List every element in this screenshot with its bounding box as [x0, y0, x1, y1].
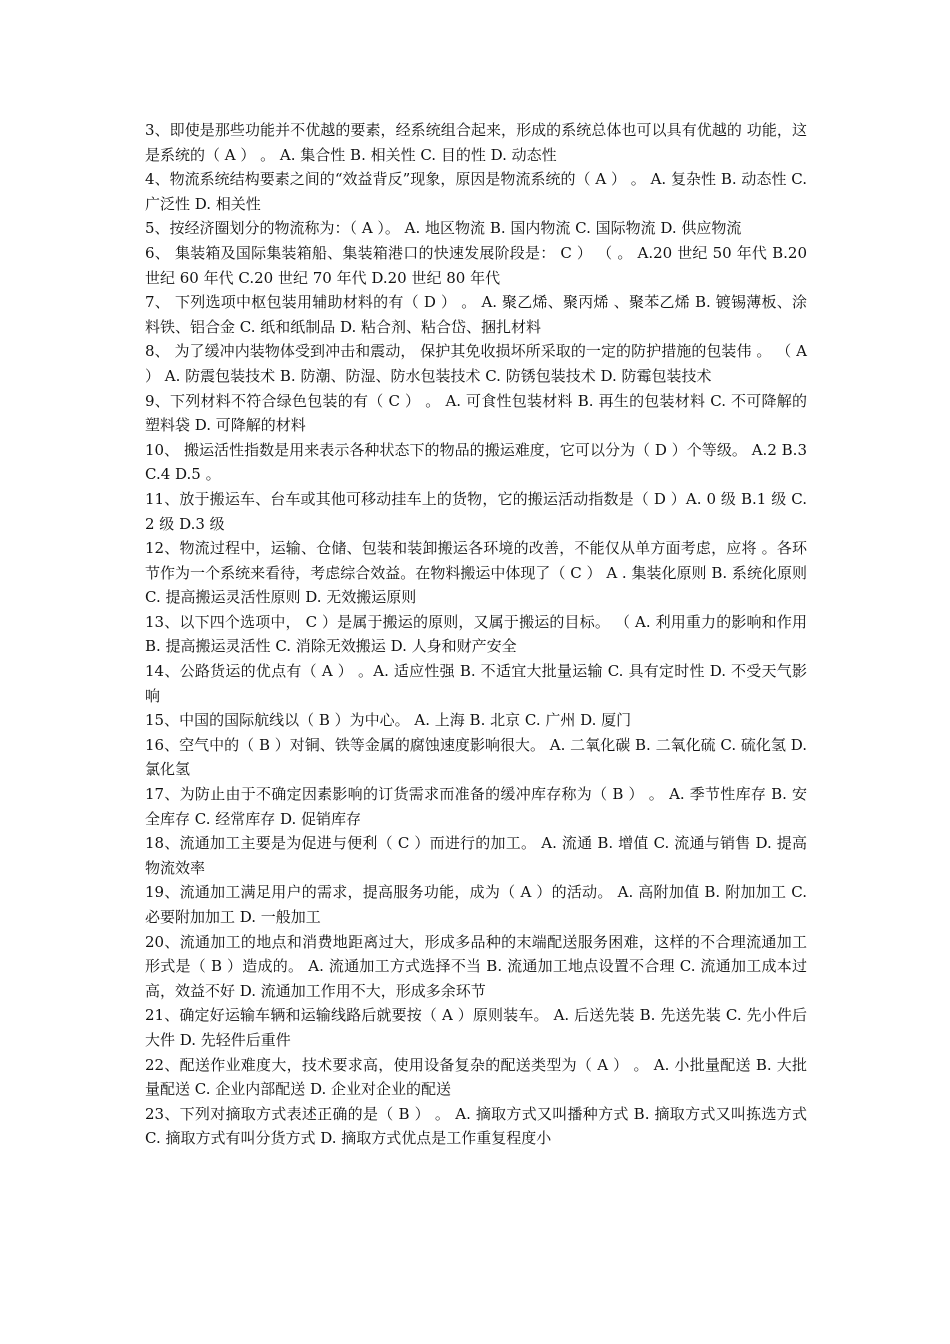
question-14: 14、公路货运的优点有（ A ） 。A. 适应性强 B. 不适宜大批量运输 C. 具有定时性 D. 不受天气影响 — [145, 662, 807, 705]
question-9: 9、下列材料不符合绿色包装的有（ C ） 。 A. 可食性包装材料 B. 再生的包装材料 C. 不可降解的塑料袋 D. 可降解的材料 — [145, 391, 807, 435]
question-5: 5、按经济圈划分的物流称为：（ A ）。 A. 地区物流 B. 国内物流 C. 国际物流 D. 供应物流 — [145, 219, 742, 238]
question-15: 15、中国的国际航线以（ B ）为中心。 A. 上海 B. 北京 C. 广州 D. 厦门 — [145, 711, 632, 730]
document-page — [145, 118, 807, 1151]
question-21: 21、确定好运输车辆和运输线路后就要按（ A ）原则装车。 A. 后送先装 B. 先送先装 C. 先小件后大件 D. 先轻件后重件 — [145, 1006, 807, 1049]
question-3: 3、即使是那些功能并不优越的要素，经系统组合起来，形成的系统总体也可以具有优越的 功能，这是系统的（ A ） 。 A. 集合性 B. 相关性 C. 目的性 D. 动态性 — [145, 121, 807, 164]
question-23: 23、下列对摘取方式表述正确的是（ B ） 。 A. 摘取方式又叫播种方式 B. 摘取方式又叫拣选方式 C. 摘取方式有叫分货方式 D. 摘取方式优点是工作重复程度小 — [145, 1104, 807, 1148]
question-10: 10、 搬运活性指数是用来表示各种状态下的物品的搬运难度，它可以分为（ D ）个等级。 A.2 B.3 C.4 D.5 。 — [145, 440, 807, 484]
question-16: 16、空气中的（ B ）对铜、铁等金属的腐蚀速度影响很大。 A. 二氧化碳 B. 二氧化硫 C. 硫化氢 D. 氯化氢 — [145, 735, 807, 779]
question-7: 7、 下列选项中枢包装用辅助材料的有（ D ） 。 A. 聚乙烯、聚丙烯 、聚苯乙烯 B. 镀锡薄板、涂料铁、铝合金 C. 纸和纸制品 D. 粘合剂、粘合岱、捆扎材料 — [145, 293, 807, 336]
question-17: 17、为防止由于不确定因素影响的订货需求而准备的缓冲库存称为（ B ） 。 A. 季节性库存 B. 安全库存 C. 经常库存 D. 促销库存 — [145, 785, 807, 828]
question-19: 19、流通加工满足用户的需求，提高服务功能，成为（ A ）的活动。 A. 高附加值 B. 附加加工 C. 必要附加加工 D. 一般加工 — [145, 883, 807, 926]
question-6: 6、 集装箱及国际集装箱船、集装箱港口的快速发展阶段是： C ） （ 。 A.20 世纪 50 年代 B.20 世纪 60 年代 C.20 世纪 70 年代 D.20 世纪 80 年代 — [145, 243, 807, 287]
question-8: 8、 为了缓冲内装物体受到冲击和震动， 保护其免收损坏所采取的一定的防护措施的包装伟 。 （ A ） A. 防震包装技术 B. 防潮、防湿、防水包装技术 C. 防锈包装技术 D. 防霉包装技术 — [145, 342, 807, 385]
question-20: 20、流通加工的地点和消费地距离过大，形成多品种的末端配送服务困难，这样的不合理流通加工形式是（ B ）造成的。 A. 流通加工方式选择不当 B. 流通加工地点设置不合理 C. 流通加工成本过高，效益不好 D. 流通加工作用不大，形成多余环节 — [145, 932, 807, 1000]
question-22: 22、配送作业难度大，技术要求高，使用设备复杂的配送类型为（ A ） 。 A. 小批量配送 B. 大批量配送 C. 企业内部配送 D. 企业对企业的配送 — [145, 1055, 807, 1099]
question-11: 11、放于搬运车、台车或其他可移动挂车上的货物，它的搬运活动指数是（ D ）A. 0 级 B.1 级 C.2 级 D.3 级 — [145, 489, 807, 533]
question-18: 18、流通加工主要是为促进与便利（ C ）而进行的加工。 A. 流通 B. 增值 C. 流通与销售 D. 提高物流效率 — [145, 834, 807, 877]
question-4: 4、物流系统结构要素之间的“效益背反”现象，原因是物流系统的（ A ） 。 A. 复杂性 B. 动态性 C. 广泛性 D. 相关性 — [145, 170, 807, 213]
question-13: 13、以下四个选项中， C ）是属于搬运的原则，又属于搬运的目标。 （ A. 利用重力的影响和作用 B. 提高搬运灵活性 C. 消除无效搬运 D. 人身和财产安全 — [145, 612, 807, 656]
question-12: 12、物流过程中，运输、仓储、包装和装卸搬运各环境的改善，不能仅从单方面考虑，应将 。各环节作为一个系统来看待，考虑综合效益。在物料搬运中体现了（ C ） A . 集装化原则 B. 系统化原则 C. 提高搬运灵活性原则 D. 无效搬运原则 — [145, 539, 807, 607]
